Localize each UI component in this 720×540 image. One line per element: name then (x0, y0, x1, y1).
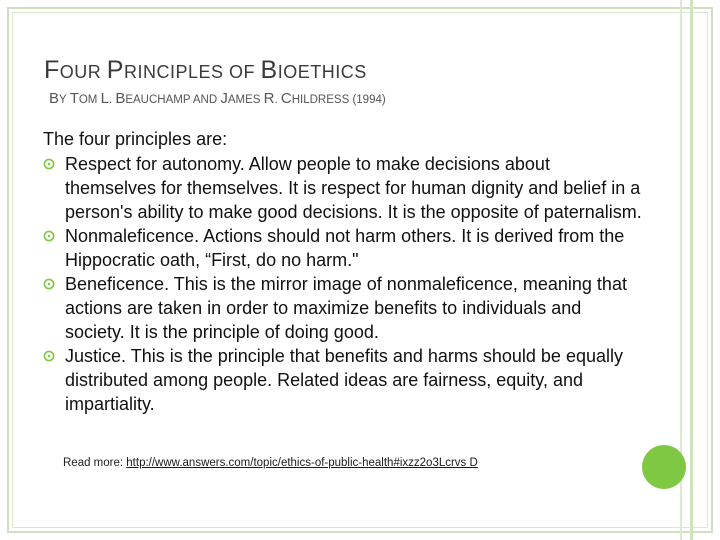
subtitle-word: . (274, 94, 281, 106)
title-initial: B (260, 56, 278, 84)
subtitle-word: HILDRESS (1994) (291, 94, 386, 106)
title-word: RINCIPLES OF (123, 62, 261, 82)
subtitle-initial: L (100, 90, 109, 107)
title-word: OUR (59, 62, 107, 82)
decorative-vertical-line (690, 0, 693, 540)
hollow-diamond-bullet-icon (43, 350, 55, 362)
slide-subtitle (49, 90, 386, 107)
read-more-label: Read more: (63, 457, 127, 469)
subtitle-initial: J (220, 90, 228, 107)
subtitle-initial: T (69, 90, 79, 107)
hollow-diamond-bullet-icon (43, 278, 55, 290)
subtitle-word: OM (78, 94, 101, 106)
list-item (43, 152, 643, 224)
slide-title (44, 56, 367, 85)
list-item (43, 272, 643, 344)
subtitle-initial: B (49, 90, 60, 107)
subtitle-initial: C (280, 90, 292, 107)
subtitle-word: . (108, 94, 116, 106)
hollow-diamond-bullet-icon (43, 230, 55, 242)
read-more-link[interactable]: http://www.answers.com/topic/ethics-of-public-health#ixzz2o3Lcrvs D (126, 457, 478, 469)
subtitle-initial: B (115, 90, 126, 107)
subtitle-word: Y (59, 94, 70, 106)
list-item-text: Justice. This is the principle that benefits and harms should be equally distributed among people. Related ideas are fairness, equity, and impartiality. (65, 346, 623, 414)
green-circle-decoration (642, 445, 686, 489)
intro-text: The four principles are: (43, 129, 228, 149)
title-word: IOETHICS (277, 62, 367, 82)
title-initial: F (44, 56, 60, 84)
subtitle-word: AMES (227, 94, 264, 106)
list-item-text: Beneficence. This is the mirror image of nonmaleficence, meaning that actions are taken in order to maximize benefits to individuals and society. It is the principle of doing good. (65, 274, 627, 342)
subtitle-word: EAUCHAMP AND (125, 94, 221, 106)
list-item-text: Nonmaleficence. Actions should not harm others. It is derived from the Hippocratic oath, “First, do no harm." (65, 226, 625, 270)
principles-list (43, 152, 643, 416)
read-more-line (63, 457, 478, 469)
list-item (43, 224, 643, 272)
list-item (43, 344, 643, 416)
subtitle-initial: R (263, 90, 275, 107)
hollow-diamond-bullet-icon (43, 158, 55, 170)
title-initial: P (106, 56, 124, 84)
list-item-text: Respect for autonomy. Allow people to make decisions about themselves for themselves. It is respect for human dignity and belief in a person's ability to make good decisions. It is the opposite of paternalism. (65, 154, 642, 222)
